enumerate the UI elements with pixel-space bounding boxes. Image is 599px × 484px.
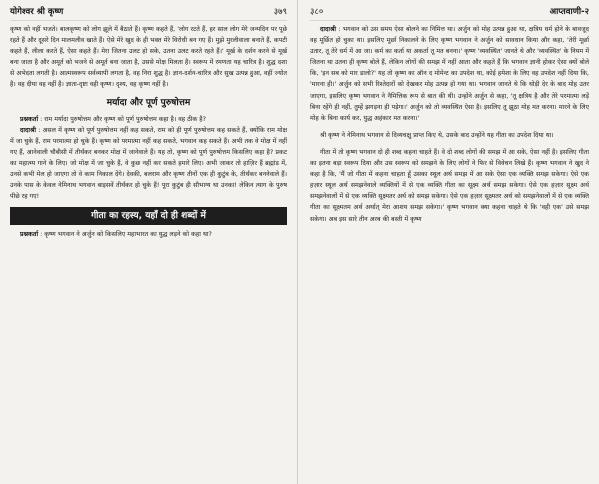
paragraph: कृष्ण को नहीं भजते। बालकृष्ण को लोग झूले में बैठाते हैं। कृष्ण कहते हैं, 'लोग रटते हैं, हर साल लोग मेरे जन्मदिन पर पूछे रहते हैं और दूसरे दिन मालमलीव खाते हैं। ऐसे मेरे खुद के ही भक्त मेरे विरोधी बन गए हैं। मुझे मुरलीवाला बनाते हैं, कपटी कहते हैं, लीला करते हैं, ऐसा कहते हैं। मेरा जितना उलट हो सके, उतना उलट करते रहते हैं।' मूर्ख के दर्शन करने से मूर्ख बना जाता है और अमूर्त को भजने से अमूर्त बना जाता है, उससे मोक्ष मिलता है। स्वरूप में रमणता यह चारित्र है। शुद्ध दशा से अभेदता लगती है। आत्मस्वरूप सर्वव्यापी लगता है, वह निरा शुद्ध है। ज्ञान-दर्शन-चारित्र और सुख उत्पन्न हुआ, वहीं ज्योत है। वह दीया वह नहीं है। ज्ञाता-दृष्टा वही कृष्ण। दृश्य, वह कृष्ण नहीं है। <box>10 26 287 89</box>
paragraph: गीता में तो कृष्ण भगवान दो ही शब्द कहना चाहते हैं। वे दो शब्द लोगों की समझ में आ सके, ऐसा नहीं है। इसलिए गीता का इतना बड़ा स्वरूप दिया और उस स्वरूप को समझने के लिए लोगों ने फिर से विवेचन लिखे हैं। कृष्ण भगवान ने खुद ने कहा है कि, 'मैं जो गीता में कहना चाहता हूँ उसका स्थूल अर्थ समझ में आ सके ऐसा एक व्यक्ति समझ सकेगा। ऐसे एक हज़ार स्थूल अर्थ समझनेवाले व्यक्तियों में से एक व्यक्ति गीता का सूक्ष्म अर्थ समझ सकेगा। ऐसे एक हज़ार सूक्ष्म अर्थ समझनेवालों में से एक व्यक्ति सूक्ष्मतर अर्थ को समझ सकेगा। ऐसे एक हज़ार सूक्ष्मतर अर्थ को समझनेवालों में से एक व्यक्ति गीता का सूक्ष्मतम अर्थ अर्थात् मेरा आशय समझ सकेगा।' कृष्ण भगवान क्या कहना चाहते थे कि 'वही एक' उसे समझ सकेगा। अब इस सारे तीन अरब की बस्ती में कृष्ण <box>310 148 589 223</box>
left-running-header <box>10 6 287 21</box>
page-number: ३८० <box>310 7 324 17</box>
speaker-label: प्रश्नकर्ता <box>20 115 39 123</box>
paragraph-text: : कृष्ण भगवान ने अर्जुन को किसलिए महाभारत का युद्ध लड़ने को कहा था? <box>38 231 212 239</box>
page-number: ३७९ <box>273 7 287 17</box>
paragraph-text: : राम मर्यादा पुरुषोत्तम और कृष्ण को पूर्ण पुरुषोत्तम कहा है। वह ठीक है? <box>38 115 206 123</box>
right-page <box>300 0 599 484</box>
section-heading: मर्यादा और पूर्ण पुरुषोत्तम <box>106 97 191 108</box>
answer-paragraph <box>310 24 589 124</box>
answer-paragraph <box>10 125 287 203</box>
right-running-header <box>310 6 589 21</box>
running-title: योगेश्वर श्री कृष्ण <box>10 7 64 17</box>
paragraph: श्री कृष्ण ने नेमिनाथ भगवान से दिव्यचक्षु प्राप्त किए थे, उसके बाद उन्होंने यह गीता का उपदेश दिया था। <box>320 131 554 139</box>
paragraph-text: : असल में कृष्ण को पूर्ण पुरुषोत्तम नहीं कह सकते, राम को ही पूर्ण पुरुषोत्तम कह सकते हैं, क्योंकि राम मोक्ष में जा चुके हैं, राम परमात्मा हो चुके हैं। कृष्ण को परमात्मा नहीं कह सकते, भगवान कह सकते हैं। अभी तक वे मोक्ष में नहीं गए हैं, आनेवाली चौबीसी में तीर्थंकर बनकर मोक्ष में जानेवाले हैं। यह तो, कृष्ण को पूर्ण पुरुषोत्तम किसलिए कहा है? प्रकट का महात्म्य गाने के लिए। जो मोक्ष में जा चुके हैं, वे कुछ नहीं कर सकते हमारे लिए। अभी जाकर तो हाज़िर हैं ब्रह्मांड में, उनसे कभी मेल हो जाएगा तो वे काम निकाल देंगे। देवकी, बलराम और कृष्ण तीनों एक ही कुटुंब के, तीर्थंकर बननेवाले हैं। उनके पास के केवल नेमिनाथ भगवान बाइसवें तीर्थंकर हो चुके हैं! पूरा कुटुंब ही सौभाग्य था उनका! लेकिन त्याग के पुरुष पीछे रह गए! <box>10 126 287 201</box>
question-paragraph <box>10 114 287 125</box>
speaker-label: प्रश्नकर्ता <box>20 231 39 239</box>
question-paragraph <box>10 229 287 240</box>
paragraph-text: : भगवान को उस समय ऐसा बोलने का निमित्त था। अर्जुन को मोह उत्पन्न हुआ था, क्षत्रिय धर्म होने के बावजूद वह मूर्छित हो चुका था। इसलिए मूर्छा निकालने के लिए कृष्ण भगवान ने अर्जुन को सावधान किया और कहा, 'तेरी मूर्छा उतार, तू तेरे धर्म में आ जा। कर्म का कर्ता या अकर्ता तू मत बनना।' कृष्ण 'व्यवस्थित' जानते थे और 'व्यवस्थित' के नियम में जितना था उतना ही कृष्ण बोले हैं, लेकिन लोगों की समझ में नहीं आता और कहते हैं कि भगवान ज्ञानी होकर ऐसा क्यों बोले कि, 'इन सब को मार डालो?' यह तो कृष्ण का ऑन द मोमेन्ट का उपदेश था, कोई हमेशा के लिए वह उपदेश नहीं दिया कि, 'मारना ही।' अर्जुन को सभी रिश्तेदारों को देखकर मोह उत्पन्न हो गया था। भगवान जानते थे कि थोड़ी देर के बाद मोह उतर जाएगा, इसलिए कृष्ण भगवान ने नैमित्तिक रूप से बात की थी। उन्होंने अर्जुन से कहा, 'तू क्षत्रिय है और तेरे परमात्मा लड़ें बिना रहेंगे ही नहीं, तुम्हें झगड़ना ही पड़ेगा।' अर्जुन को तो व्यवस्थित ऐसा है। इसलिए तू झूठा मोह मत करना। मारने के लिए मोह के बिना कार्य कर, युद्ध अहंकार मत करना।' <box>310 26 589 122</box>
running-title: आप्तवाणी-२ <box>549 7 589 17</box>
speaker-label: दादाश्री <box>320 26 337 33</box>
speaker-label: दादाश्री <box>20 126 37 134</box>
left-page <box>0 0 298 484</box>
section-heading-boxed: गीता का रहस्य, यहाँ दो ही शब्दों में <box>10 207 287 225</box>
